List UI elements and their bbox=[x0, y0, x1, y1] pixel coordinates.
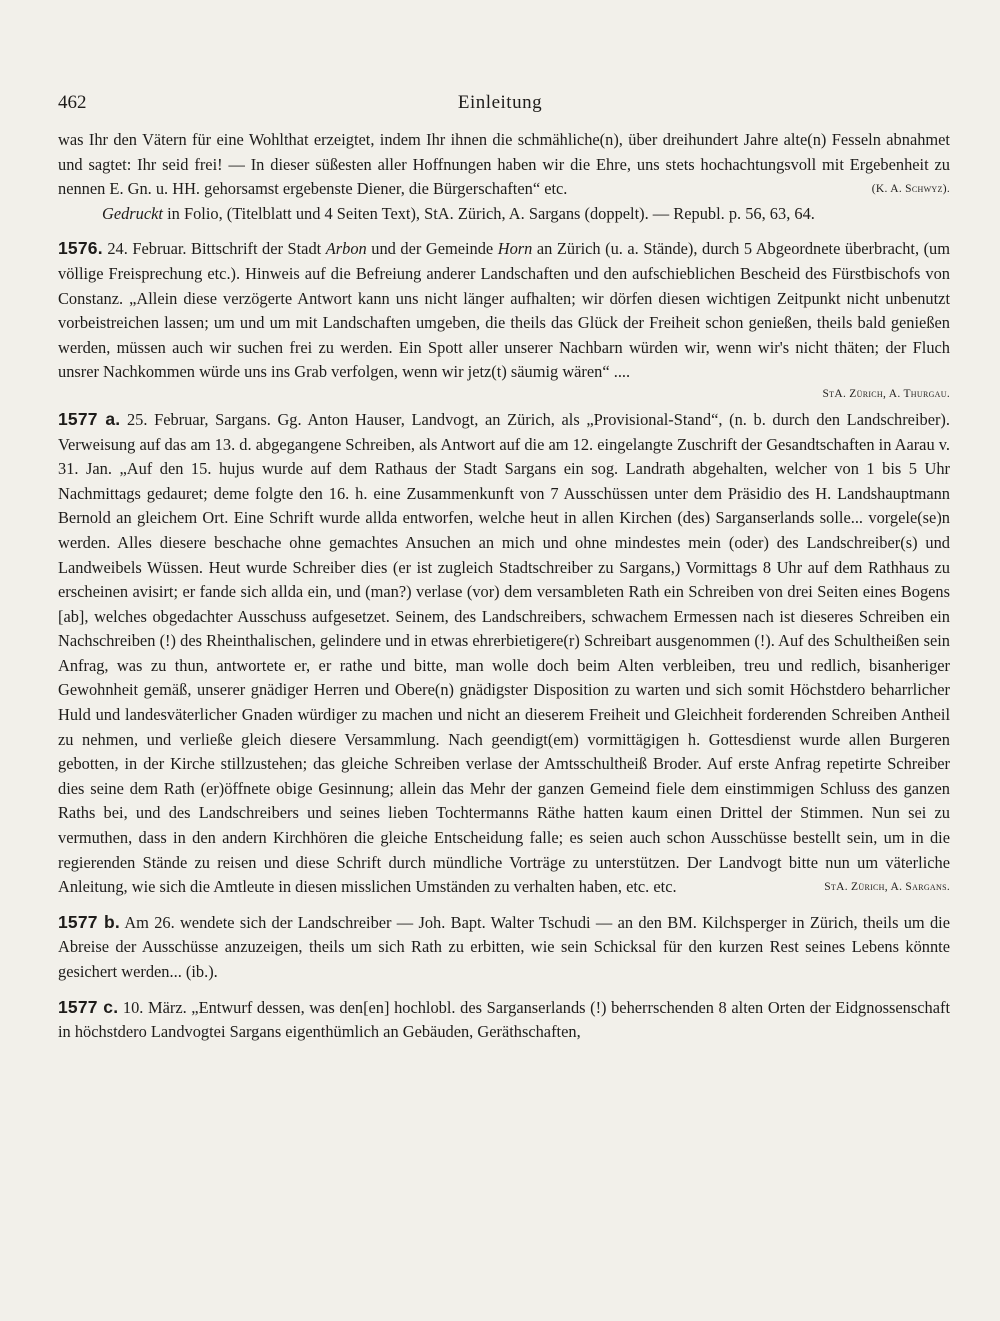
print-label: Gedruckt bbox=[102, 203, 163, 223]
entry-number: 1577 a. bbox=[58, 408, 121, 429]
running-head bbox=[58, 92, 942, 122]
entry-1576 bbox=[58, 236, 950, 385]
entry-text: Am 26. wendete sich der Landschreiber — Joh. Bapt. Walter Tschudi — an den BM. Kilchsperger in Zürich, theils um die Abreise der Ausschüsse anzuzeigen, theils um sich Rath zu erbitten, wie sein Schicksal für den kurzen Rest seines Lebens könnte gesichert werden... (ib.). bbox=[58, 912, 950, 981]
entry-source: StA. Zürich, A. Sargans. bbox=[824, 881, 950, 894]
entry-text: 25. Februar, Sargans. Gg. Anton Hauser, Landvogt, an Zürich, als „Provisional-Stand“, (n. b. durch den Landschreiber). Verweisung auf das am 13. d. abgegangene Schreiben, als Antwort auf die am 12. eingelangte Zuschrift der Gesandtschaften in Aarau v. 31. Jan. „Auf den 15. hujus wurde auf dem Rathaus der Stadt Sargans ein sog. Landrath abgehalten, welcher von 1 bis 5 Uhr Nachmittags gedauret; deme folgte den 16. h. eine Zusammenkunft von 7 Ausschüssen unter dem Präsidio des H. Landshauptmann Bernold an gleichem Ort. Eine Schrift wurde allda entworfen, welche heut in allen Kirchen (des) Sarganserlands solle... vorgele(se)n werden. Alles diesere beschache ohne gemachtes Ansuchen an mich und ohne mindestes mein (oder) des Landschreiber(s) und Landweibels Wüssen. Heut wurde Schreiber dies (er ist zugleich Stadtschreiber zu Sargans,) Vormittags 8 Uhr auf dem Rathhaus zu erscheinen avisirt; er fande sich allda ein, und (man?) verlase (vor) dem versambleten Rath ein Schreiben von drei Seiten eines Bogens [ab], welches obgedachter Ausschuss aufgesetzet. Seinem, des Landschreibers, schwachem Ermessen nach ist dieseres Schreiben ein Nachschreiben (!) des Rheinthalischen, gelindere und in etwas ehrerbietigere(r) Schreibart ausgenommen (!). Auf des Schultheißen sein Anfrag, was zu thun, antwortete er, er rathe und bitte, man wolle doch beim Alten verbleiben, treu und redlich, bisanheriger Gewohnheit gemäß, unserer gnädiger Herren und Obere(n) gnädigster Disposition zu warten und sich somit Höchstdero beharrlicher Huld und landesväterlicher Gnaden würdiger zu machen und nicht an dieserem Freiheit und Gleichheit forderenden Schreiben Antheil zu nehmen, und verließe gleich diesere Versammlung. Nach geendigt(em) vormittägigen h. Gottesdienst wurde allen Burgeren gebotten, in der Kirche stillzustehen; das gleiche Schreiben verlase der Amtsschultheiß Broder. Auf erste Anfrag repetirte Schreiber dies seine dem Rath (er)öffnete obige Gesinnung; allein das Mehr der ganzen Gemeind fiele dem einstimmigen Schluss des ganzen Raths bei, und des Landschreibers und seines lieben Tochtermanns Räthe hatten kaum einen Drittel der Stimmen. Nun sei zu vermuthen, dass in den andern Kirchhören die gleiche Entscheidung falle; es seien auch schon Ausschüsse bestellt sein, um in die regierenden Stände zu reisen und diese Schrift durch mündliche Vorträge zu unterstützen. Der Landvogt bitte nun um väterliche Anleitung, wie sich die Amtleute in diesen misslichen Umständen zu verhalten haben, etc. etc. bbox=[58, 409, 950, 897]
continuation-source: (K. A. Schwyz). bbox=[871, 183, 950, 196]
running-title: Einleitung bbox=[457, 92, 543, 113]
entry-text: und der Gemeinde bbox=[366, 239, 498, 259]
entry-source: StA. Zürich, A. Thurgau. bbox=[822, 387, 950, 400]
entry-number: 1576. bbox=[58, 238, 103, 259]
entry-1577c bbox=[58, 995, 950, 1045]
entry-number: 1577 c. bbox=[58, 996, 119, 1017]
entry-1577a bbox=[58, 407, 950, 900]
continuation-paragraph bbox=[58, 128, 950, 202]
print-text: in Folio, (Titelblatt und 4 Seiten Text), StA. Zürich, A. Sargans (doppelt). — Republ. p. 56, 63, 64. bbox=[167, 203, 815, 223]
entry-1577b bbox=[58, 910, 950, 985]
print-note bbox=[58, 202, 950, 227]
page-number: 462 bbox=[58, 92, 87, 113]
page-body bbox=[58, 128, 950, 1045]
entry-number: 1577 b. bbox=[58, 911, 120, 932]
entry-text: 24. Februar. Bittschrift der Stadt bbox=[102, 239, 326, 259]
entry-text: an Zürich (u. a. Stände), durch 5 Abgeordnete überbracht, (um völlige Freisprechung etc.). Hinweis auf die Befreiung anderer Landschaften und den aufschieblichen Bescheid des Fürstbischofs von Constanz. „Allein diese verzögerte Antwort kann uns nicht länger aufhalten; wir dörfen diesen wichtigen Zeitpunkt nicht unbenutzt vorbeistreichen lassen; um und um mit Landschaften umgeben, die theils das Glück der Freiheit schon genießen, theils bald genießen werden, müssen auch wir suchen frei zu werden. Ein Spott aller unserer Nachbarn würden wir, wenn wir's nicht thäten; der Fluch unsrer Nachkommen würde uns ins Grab verfolgen, wenn wir jetz(t) säumig wären“ .... bbox=[58, 239, 950, 382]
entry-text: 10. März. „Entwurf dessen, was den[en] hochlobl. des Sarganserlands (!) beherrschenden 8 alten Orten der Eidgnossenschaft in höchstdero Landvogtei Sargans eigenthümlich an Gebäuden, Geräthschaften, bbox=[58, 997, 950, 1042]
place-name: Horn bbox=[497, 239, 533, 259]
place-name: Arbon bbox=[325, 239, 367, 259]
continuation-text: was Ihr den Vätern für eine Wohlthat erzeigtet, indem Ihr ihnen die schmähliche(n), über dreihundert Jahre alte(n) Fesseln abnahmet und sagtet: Ihr seid frei! — In dieser süßesten aller Hoffnungen haben wir die Ehre, uns stets hochachtungsvoll mit Ergebenheit zu nennen E. Gn. u. HH. gehorsamst ergebenste Diener, die Bürgerschaften“ etc. bbox=[58, 130, 950, 199]
